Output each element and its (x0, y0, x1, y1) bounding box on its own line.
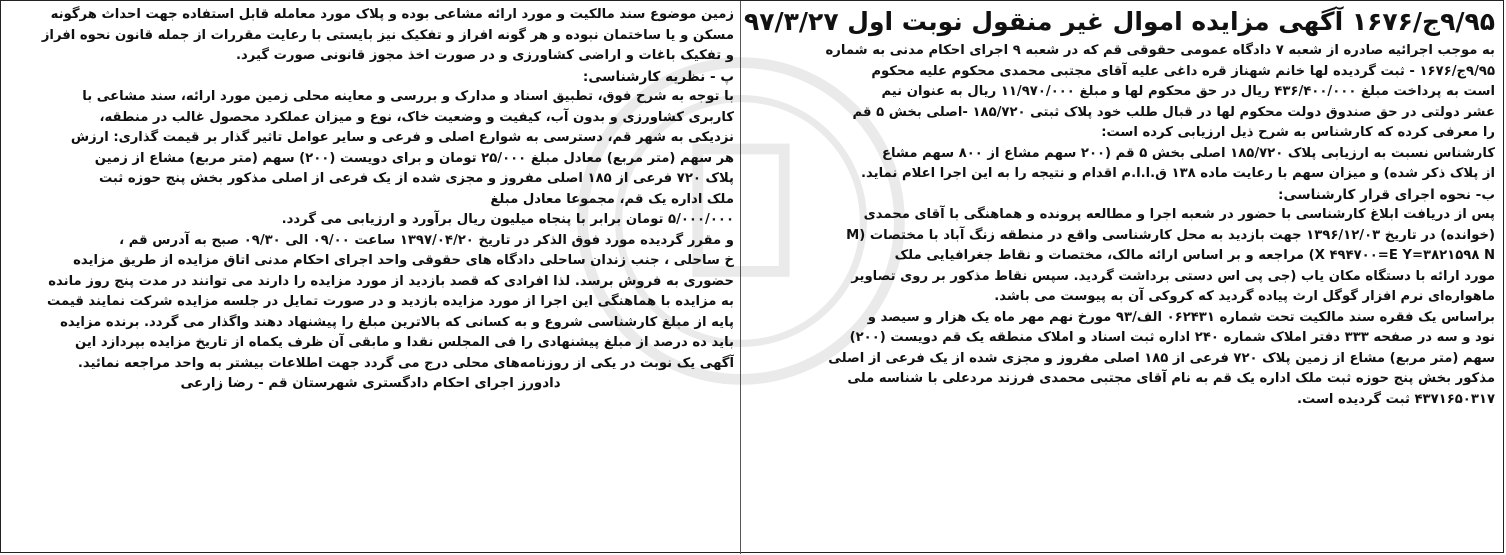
text-line: از پلاک ذکر شده) و میزان سهم با رعایت ماده ۱۳۸ ق.ا.ا.م اقدام و نتیجه را به این اجرا اعلام نماید. (861, 166, 1495, 181)
left-column (1, 1, 742, 554)
text-line: پایه از مبلغ کارشناسی شروع و به کسانی که بالاترین مبلغ را پیشنهاد دهند واگذار می گردد. برنده مزایده (60, 314, 734, 330)
text-line: با توجه به شرح فوق، تطبیق اسناد و مدارک و بررسی و معاینه محلی زمین مورد ارائه، سند مشاعی با (82, 89, 734, 104)
text-line: زمین موضوع سند مالکیت و مورد ارائه مشاعی بوده و پلاک مورد معامله قابل استفاده جهت احداث هرگونه (50, 7, 734, 22)
text-line: پلاک ۷۲۰ فرعی از ۱۸۵ اصلی مفروز و مجزی شده از یک فرعی از اصلی مذکور بخش پنج حوزه ثبت (98, 171, 734, 186)
text-line: خ ساحلی ، جنب زندان ساحلی دادگاه های حقوقی واحد اجرای احکام مدنی اتاق مزایده از طریق مزایده (73, 253, 734, 268)
text-line: است به پرداخت مبلغ ۴۳۶/۴۰۰/۰۰۰ ریال در حق محکوم لها و مبلغ ۱۱/۹۷۰/۰۰۰ ریال به عنوان نیم (881, 84, 1495, 99)
notice-title: ۹/۹۵ج/۱۶۷۶ آگهی مزایده اموال غیر منقول نوبت اول ۹۷/۳/۲۷ (744, 7, 1495, 36)
text-line: آگهی یک نوبت در یکی از روزنامه‌های محلی درج می گردد جهت اطلاعات بیشتر به واحد مراجعه نمائید. (77, 355, 734, 371)
text-line: و تفکیک باغات و اراضی کشاورزی و در صورت اخذ مجوز قانونی صورت گیرد. (236, 48, 734, 63)
text-line: عشر دولتی در حق صندوق دولت محکوم لها در قبال طلب خود پلاک ثبتی ۱۸۵/۷۲۰ -اصلی بخش ۵ قم (852, 104, 1495, 120)
text-line: مذکور بخش پنج حوزه ثبت ملک اداره یک قم به نام آقای مجتبی محمدی فرزند مردعلی با شناسه ملی (847, 371, 1495, 386)
text-line: ۹/۹۵ج/۱۶۷۶ - ثبت گردیده لها خانم شهناز قره داغی علیه آقای مجتبی محمدی محکوم علیه محکوم (871, 63, 1495, 79)
text-line: ملک اداره یک قم، مجموعا معادل مبلغ (490, 191, 734, 207)
text-line: سهم (متر مربع) مشاع از زمین پلاک ۷۲۰ فرعی از ۱۸۵ اصلی مفروز و مجزی شده از یک فرعی از اصلی (828, 350, 1495, 366)
text-line: کاربری کشاورزی و بدون آب، کیفیت و وضعیت خاک، نوع و میزان عملکرد محصول غالب در منطقه، (99, 109, 734, 125)
text-line: ماهواره‌ای نرم افزار گوگل ارث پیاده گردید که کروکی آن به پیوست می باشد. (994, 289, 1495, 304)
text-line: ۵/۰۰۰/۰۰۰ تومان برابر با پنجاه میلیون ریال برآورد و ارزیابی می گردد. (281, 212, 734, 227)
text-line: و مقرر گردیده مورد فوق الذکر در تاریخ ۱۳۹۷/۰۴/۲۰ ساعت ۰۹/۰۰ الی ۰۹/۳۰ صبح به آدرس قم ، (119, 232, 734, 248)
text-line: مورد ارائه با دستگاه مکان یاب (جی پی اس دستی برداشت گردید. سپس نقاط مذکور بر روی تصاویر (851, 268, 1495, 284)
text-line: به مزایده با هماهنگی این اجرا از مورد مزایده بازدید و در صورت تمایل در جلسه مزایده شرکت نمایند قیمت (47, 294, 734, 309)
text-line: را معرفی کرده که کارشناس به شرح ذیل ارزیابی کرده است: (1101, 125, 1495, 140)
text-line: هر سهم (متر مربع) معادل مبلغ ۲۵/۰۰۰ تومان و برای دویست (۲۰۰) سهم (متر مربع) مشاع از زمین (94, 150, 734, 166)
text-line: نزدیکی به شهر قم، دسترسی به شوارع اصلی و فرعی و سایر عوامل تاثیر گذار بر قیمت گذاری: ارزش (70, 130, 734, 145)
right-column (740, 1, 1503, 554)
section-heading: ب- نحوه اجرای قرار کارشناسی: (1278, 186, 1495, 203)
section-heading: پ - نظریه کارشناسی: (582, 68, 734, 85)
text-line: باید ده درصد از مبلغ پیشنهادی را فی المجلس نقدا و مابقی آن ظرف یکماه از تاریخ مزایده بپردازد این (74, 335, 734, 350)
text-line: X ۴۹۴۷۰۰=E Y=۳۸۲۱۵۹۸ N) مراجعه و بر اساس ارائه مالک، مختصات و نقاط جغرافیایی ملک (894, 248, 1495, 263)
text-line: ۴۳۷۱۶۵۰۳۱۷ ثبت گردیده است. (1296, 391, 1495, 407)
text-line: کارشناس نسبت به ارزیابی پلاک ۱۸۵/۷۲۰ اصلی بخش ۵ قم (۲۰۰ سهم مشاع از ۸۰۰ سهم مشاع (881, 145, 1495, 161)
text-line: نود و سه در صفحه ۳۳۳ دفتر املاک شماره ۲۴۰ اداره ثبت اسناد و املاک منطقه یک قم دویست (۲۰۰) (849, 330, 1495, 345)
signature-line: دادورز اجرای احکام دادگستری شهرستان قم - رضا زارعی (180, 376, 561, 391)
text-line: براساس یک فقره سند مالکیت تحت شماره ۰۶۲۴۳۱ الف/۹۳ مورخ نهم مهر ماه یک هزار و سیصد و (867, 309, 1495, 325)
text-line: پس از دریافت ابلاغ کارشناسی با حضور در شعبه اجرا و مطالعه پرونده و هماهنگی با آقای محمدی (863, 207, 1495, 222)
text-line: به موجب اجرائیه صادره از شعبه ۷ دادگاه عمومی حقوقی قم که در شعبه ۹ اجرای احکام مدنی به شماره (825, 43, 1495, 58)
text-line: (خوانده) در تاریخ ۱۳۹۶/۱۲/۰۳ جهت بازدید به محل کارشناسی واقع در منطقه زنگ آباد با مختصات (M (846, 227, 1495, 243)
text-line: مسکن و یا ساختمان نبوده و هر گونه افراز و تفکیک نیز بایستی با رعایت مقررات از جمله قانون نحوه افراز (41, 27, 734, 43)
text-line: حضوری به فروش برسد. لذا افرادی که قصد بازدید از مورد مزایده را دارند می توانند در مدت پنج روز مانده (48, 273, 734, 289)
